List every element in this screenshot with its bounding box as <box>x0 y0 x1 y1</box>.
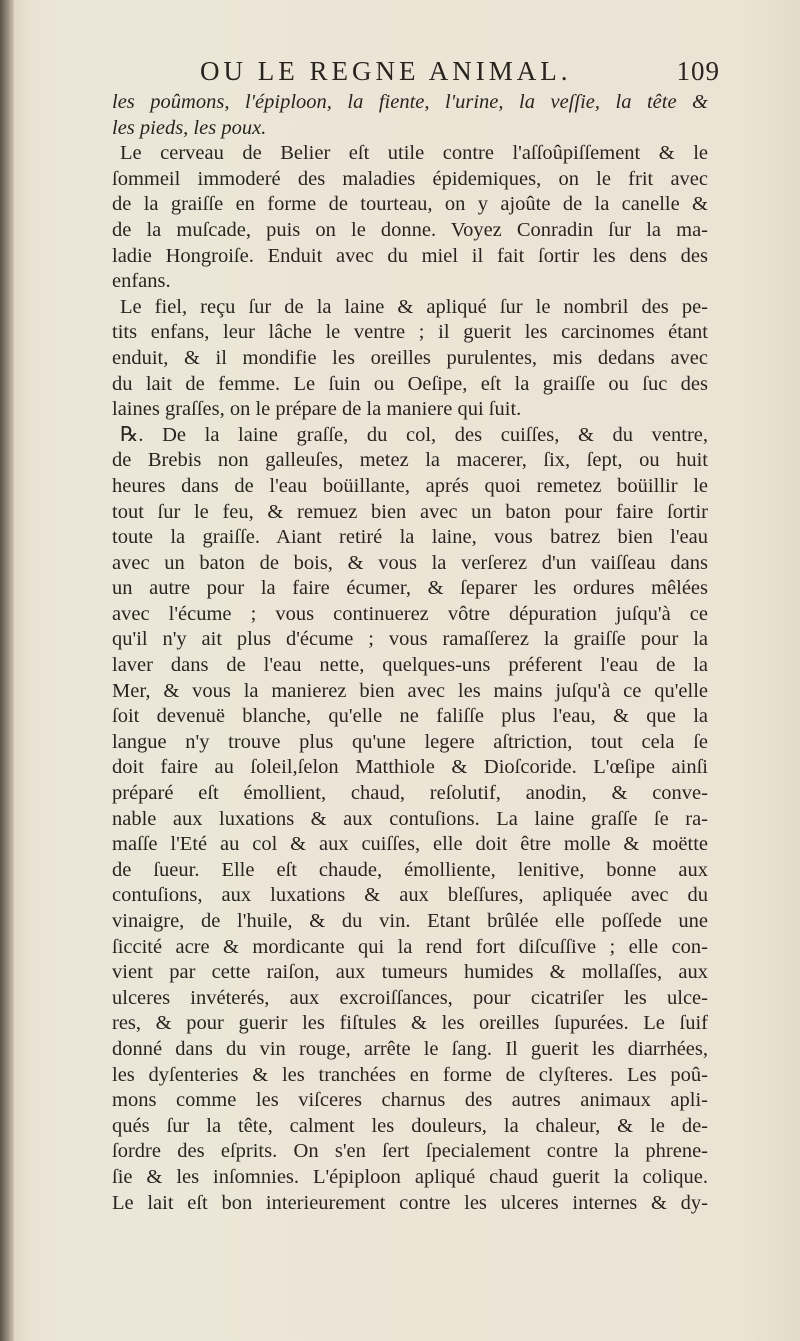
text-line: laines graſſes, on le prépare de la maniere qui ſuit. <box>112 398 522 421</box>
text-line: ſie & les inſomnies. L'épiploon apliqué chaud guerit la colique. <box>112 1165 708 1188</box>
body-text <box>112 90 708 1216</box>
text-line: toute la graiſſe. Aiant retiré la laine, vous batrez bien l'eau <box>112 526 708 549</box>
running-title: OU LE REGNE ANIMAL. <box>200 56 572 86</box>
text-line: doit faire au ſoleil,ſelon Matthiole & Dioſcoride. L'œſipe ainſi <box>112 756 708 779</box>
text-line: donné dans du vin rouge, arrête le ſang. Il guerit les diarrhées, <box>112 1037 708 1060</box>
text-line: du lait de femme. Le ſuin ou Oeſipe, eſt la graiſſe ou ſuc des <box>112 372 708 395</box>
book-gutter <box>0 0 14 1341</box>
text-line: contuſions, aux luxations & aux bleſſures, apliquée avec du <box>112 884 708 907</box>
text-line: ladie Hongroiſe. Enduit avec du miel il fait ſortir les dens des <box>112 244 708 267</box>
text-line: les dyſenteries & les tranchées en forme de clyſteres. Les poû- <box>112 1063 708 1086</box>
text-line: ſoit devenuë blanche, qu'elle ne faliſſe plus l'eau, & que la <box>112 705 708 728</box>
text-line: ſordre des eſprits. On s'en ſert ſpecialement contre la phrene- <box>112 1140 708 1163</box>
page-number: 109 <box>676 56 720 86</box>
text-line: maſſe l'Eté au col & aux cuiſſes, elle doit être molle & moëtte <box>112 833 708 856</box>
text-line: ſiccité acre & mordicante qui la rend fort diſcuſſive ; elle con- <box>112 935 708 958</box>
text-line: nable aux luxations & aux contuſions. La laine graſſe ſe ra- <box>112 807 708 830</box>
text-line: vient par cette raiſon, aux tumeurs humides & mollaſſes, aux <box>112 961 708 984</box>
text-line: tits enfans, leur lâche le ventre ; il guerit les carcinomes étant <box>112 321 708 344</box>
text-line: de Brebis non galleuſes, metez la macerer, ſix, ſept, ou huit <box>112 449 708 472</box>
text-line: enduit, & il mondifie les oreilles purulentes, mis dedans avec <box>112 346 708 369</box>
text-line: res, & pour guerir les fiſtules & les oreilles ſupurées. Le ſuif <box>112 1012 708 1035</box>
text-line: préparé eſt émollient, chaud, reſolutif, anodin, & conve- <box>112 782 708 805</box>
text-line: ulceres invéterés, aux excroiſſances, pour cicatriſer les ulce- <box>112 986 708 1009</box>
text-line: ℞. De la laine graſſe, du col, des cuiſſes, & du ventre, <box>120 423 708 446</box>
text-line: Mer, & vous la manierez bien avec les mains juſqu'à ce qu'elle <box>112 679 708 702</box>
text-line: mons comme les viſceres charnus des autres animaux apli- <box>112 1089 708 1112</box>
text-line: avec un baton de bois, & vous la verſerez d'un vaiſſeau dans <box>112 551 708 574</box>
text-line: de la muſcade, puis on le donne. Voyez Conradin ſur la ma- <box>112 218 708 241</box>
running-header <box>200 56 720 92</box>
text-line: qués ſur la tête, calment les douleurs, la chaleur, & le de- <box>112 1114 708 1137</box>
text-line: Le cerveau de Belier eſt utile contre l'aſſoûpiſſement & le <box>120 142 708 165</box>
text-line: un autre pour la faire écumer, & ſeparer les ordures mêlées <box>112 577 708 600</box>
text-line: enfans. <box>112 270 171 293</box>
text-line: vinaigre, de l'huile, & du vin. Etant brûlée elle poſſede une <box>112 910 708 932</box>
text-line: les pieds, les poux. <box>112 116 267 139</box>
text-line: les poûmons, l'épiploon, la fiente, l'urine, la veſſie, la tête & <box>112 91 708 113</box>
text-line: ſommeil immoderé des maladies épidemiques, on le frit avec <box>112 167 708 190</box>
text-line: qu'il n'y ait plus d'écume ; vous ramaſſerez la graiſſe pour la <box>112 628 708 651</box>
text-line: laver dans de l'eau nette, quelques-uns préferent l'eau de la <box>112 654 708 677</box>
text-line: avec l'écume ; vous continuerez vôtre dépuration juſqu'à ce <box>112 602 708 625</box>
text-line: Le fiel, reçu ſur de la laine & apliqué ſur le nombril des pe- <box>120 295 708 318</box>
text-line: tout ſur le feu, & remuez bien avec un baton pour faire ſortir <box>112 500 708 523</box>
text-line: langue n'y trouve plus qu'une legere aſtriction, tout cela ſe <box>112 730 708 753</box>
text-line: Le lait eſt bon interieurement contre les ulceres internes & dy- <box>112 1191 708 1214</box>
text-line: de ſueur. Elle eſt chaude, émolliente, lenitive, bonne aux <box>112 858 708 881</box>
text-line: de la graiſſe en forme de tourteau, on y ajoûte de la canelle & <box>112 193 708 216</box>
text-line: heures dans de l'eau boüillante, aprés quoi remetez boüillir le <box>112 474 708 497</box>
